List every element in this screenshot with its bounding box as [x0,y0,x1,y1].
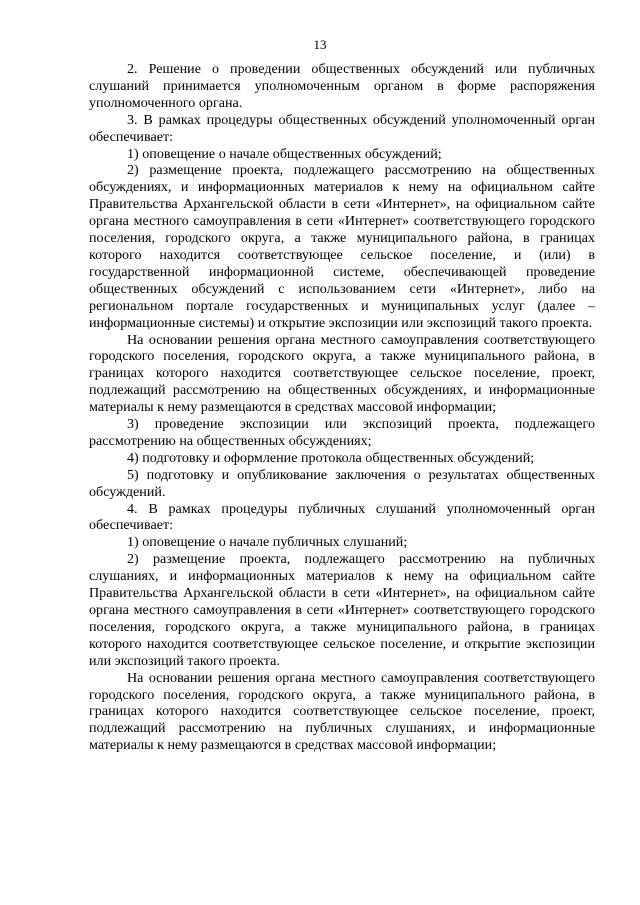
paragraph: 4) подготовку и оформление протокола общественных обсуждений; [127,449,535,466]
paragraph: 4. В рамках процедуры публичных слушаний уполномоченный орган обеспечивает: [89,500,595,534]
paragraph: 2) размещение проекта, подлежащего рассмотрению на общественных обсуждениях, и информационных материалов к нему на официальном сайте Правительства Архангельской области в сети «Интернет», на официальном сайте органа местного самоуправления в сети «Интернет» соответствующего городского поселения, городского округа, а также муниципального района, в границах которого находится соответствующее сельское поселение, и (или) в государственной информационной системе, обеспечивающей проведение общественных обсуждений с использованием сети «Интернет», либо на региональном портале государственных и муниципальных услуг (далее – информационные системы) и открытие экспозиции или экспозиций такого проекта. [89,162,595,331]
paragraph: 1) оповещение о начале общественных обсуждений; [127,145,442,162]
paragraph: На основании решения органа местного самоуправления соответствующего городского поселения, городского округа, а также муниципального района, в границах которого находится соответствующее сельское поселение, проект, подлежащий рассмотрению на публичных слушаниях, и информационные материалы к нему размещаются в средствах массовой информации; [89,669,595,754]
paragraph: 2. Решение о проведении общественных обсуждений или публичных слушаний принимается уполномоченным органом в форме распоряжения уполномоченного органа. [89,61,595,111]
paragraph: 5) подготовку и опубликование заключения о результатах общественных обсуждений. [89,466,595,500]
document-body [89,61,595,754]
paragraph: 1) оповещение о начале публичных слушаний; [127,534,408,551]
paragraph: 3. В рамках процедуры общественных обсуждений уполномоченный орган обеспечивает: [89,111,595,145]
paragraph: На основании решения органа местного самоуправления соответствующего городского поселения, городского округа, а также муниципального района, в границах которого находится соответствующее сельское поселение, проект, подлежащий рассмотрению на общественных обсуждениях, и информационные материалы к нему размещаются в средствах массовой информации; [89,331,595,416]
paragraph: 2) размещение проекта, подлежащего рассмотрению на публичных слушаниях, и информационных материалов к нему на официальном сайте Правительства Архангельской области в сети «Интернет», на официальном сайте органа местного самоуправления в сети «Интернет» соответствующего городского поселения, городского округа, а также муниципального района, в границах которого находится соответствующее сельское поселение, и открытие экспозиции или экспозиций такого проекта. [89,551,595,669]
page-number: 13 [313,37,327,52]
paragraph: 3) проведение экспозиции или экспозиций проекта, подлежащего рассмотрению на общественных обсуждениях; [89,416,595,449]
